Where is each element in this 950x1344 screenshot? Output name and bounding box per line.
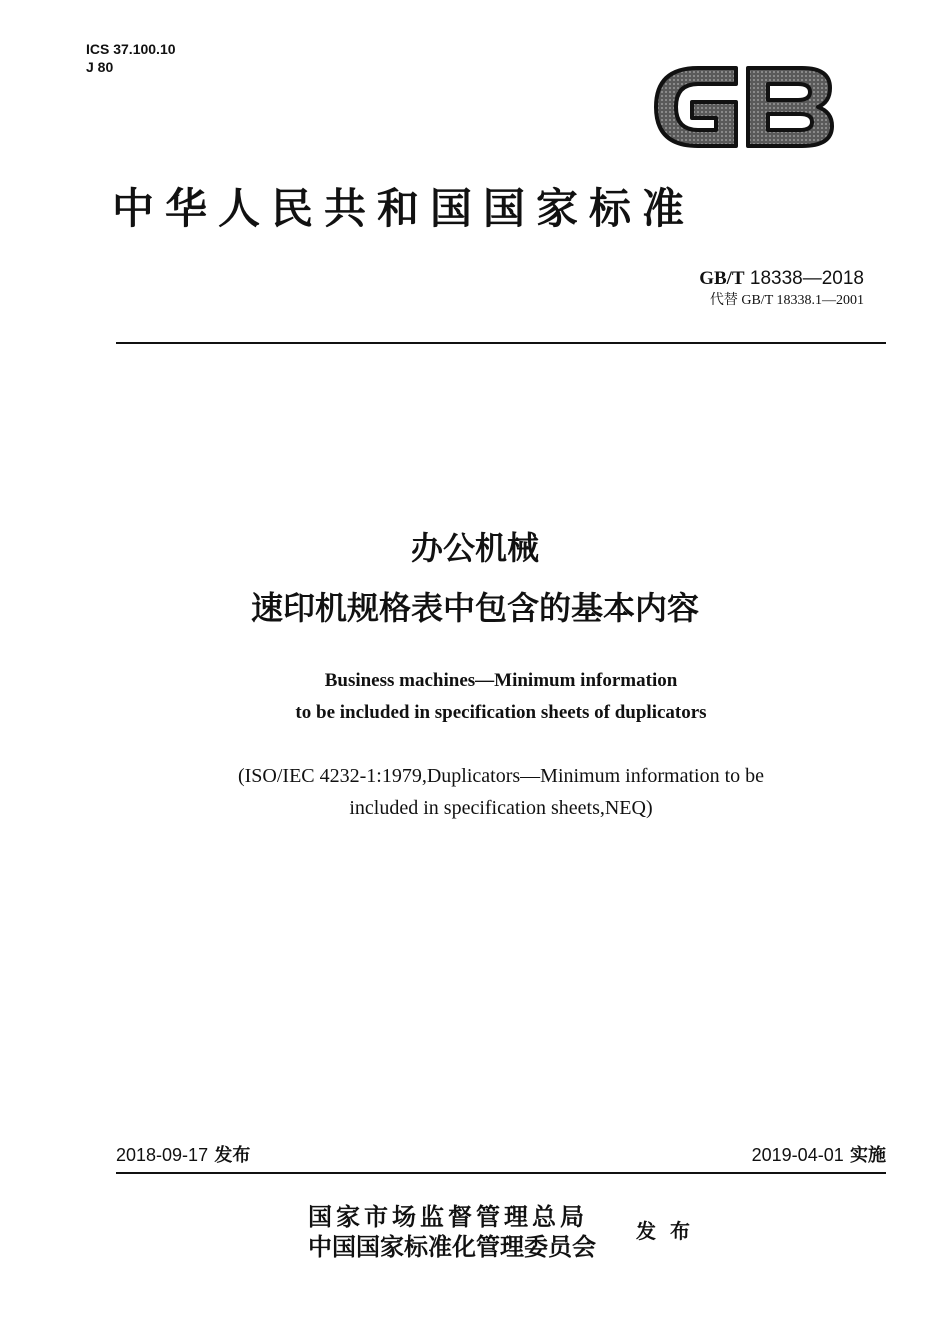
issue-label: 发布 (636, 1219, 704, 1243)
standard-prefix: GB/T (699, 268, 745, 289)
classification-codes (86, 40, 176, 76)
bottom-divider (116, 1172, 886, 1174)
ics-code: ICS 37.100.10 (86, 41, 176, 57)
issuer-line1: 国家市场监督管理总局 (308, 1202, 588, 1231)
implement-date (752, 1143, 886, 1168)
publish-label: 发布 (208, 1145, 251, 1166)
title-cn-line1: 办公机械 (410, 529, 539, 567)
ccs-code: J 80 (86, 59, 114, 75)
adoption-line1: (ISO/IEC 4232-1:1979,Duplicators—Minimum information to be (237, 765, 765, 787)
adoption-line2: included in specification sheets,NEQ) (349, 797, 653, 819)
standard-code: 18338—2018 (744, 268, 864, 289)
replaces-note: 代替 GB/T 18338.1—2001 (709, 293, 864, 308)
implement-label: 实施 (843, 1145, 886, 1166)
title-en-line1: Business machines—Minimum information (324, 670, 678, 691)
publish-date-value: 2018-09-17 (116, 1145, 209, 1165)
top-divider (116, 342, 886, 344)
gb-logo-text: GB (652, 58, 654, 59)
standard-number (699, 268, 864, 290)
issuer-line2: 中国国家标准化管理委员会 (308, 1232, 596, 1261)
implement-date-value: 2019-04-01 (751, 1145, 844, 1165)
gb-logo (652, 58, 836, 156)
title-en-line2: to be included in specification sheets of duplicators (295, 702, 707, 723)
title-cn-line2: 速印机规格表中包含的基本内容 (250, 589, 699, 627)
publish-date (116, 1143, 250, 1168)
national-standard-title: 中华人民共和国国家标准 (112, 184, 696, 233)
